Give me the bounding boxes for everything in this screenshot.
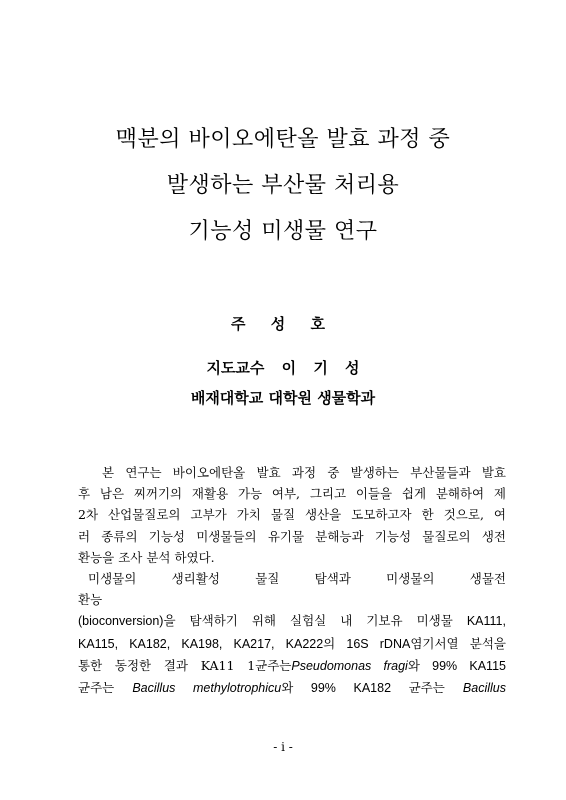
- species-name: Bacillus methylotrophicu: [132, 681, 282, 696]
- abstract-line: 2차 산업물질로의 고부가 가치 물질 생산을 도모하고자 한 것으로, 여: [78, 507, 506, 523]
- thesis-title: [0, 126, 566, 264]
- school-department: 배재대학교 대학원 생물학과: [190, 389, 376, 407]
- abstract-text: 와 99% KA182 균주는: [281, 681, 445, 696]
- abstract-text: 통한 동정한 결과 KA11 1균주는: [78, 657, 292, 673]
- title-line-2: 발생하는 부산물 처리용: [166, 173, 400, 198]
- abstract-body: [78, 462, 506, 699]
- abstract-text: 균주는: [78, 680, 115, 696]
- advisor-line: 지도교수 이 기 성: [206, 359, 360, 377]
- abstract-line: [78, 610, 506, 632]
- species-name: Bacillus: [462, 681, 506, 696]
- abstract-line: 본 연구는 바이오에탄올 발효 과정 중 발생하는 부산물들과 발효: [102, 465, 506, 480]
- abstract-line: [78, 655, 506, 677]
- abstract-line: [78, 677, 506, 699]
- author-name: 주 성 호: [231, 315, 335, 333]
- title-line-1: 맥분의 바이오에탄올 발효 과정 중: [115, 127, 451, 152]
- abstract-line: 미생물의 생리활성 물질 탐색과 미생물의 생물전환능: [78, 571, 506, 608]
- abstract-text: (bioconversion)을 탐색하기 위해 실험실 내 기보유 미생물 KA111,: [78, 614, 506, 629]
- abstract-text: KA115, KA182, KA198, KA217, KA222의 16S rDNA염기서열 분석을: [78, 636, 506, 651]
- abstract-line: 러 종류의 기능성 미생물들의 유기물 분해능과 기능성 물질로의 생전: [78, 528, 506, 544]
- abstract-line: 환능을 조사 분석 하였다.: [78, 549, 215, 565]
- page-number: - i -: [273, 740, 293, 754]
- title-line-3: 기능성 미생물 연구: [188, 219, 378, 244]
- abstract-line: [78, 633, 506, 655]
- abstract-line: 후 남은 찌꺼기의 재활용 가능 여부, 그리고 이들을 쉽게 분해하여 제: [78, 486, 506, 502]
- abstract-text: 와 99% KA115: [407, 658, 506, 673]
- species-name: Pseudomonas fragi: [291, 658, 408, 673]
